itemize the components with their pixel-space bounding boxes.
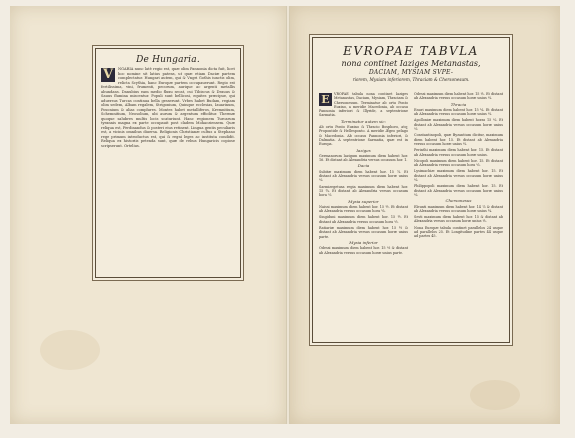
- section-entry: Sarmizegetusa regia maximum diem habent hor. 15 ¾. Et distant ab Alexandria versus occasum hora ⅙.: [319, 184, 408, 198]
- section-entry: Odessi maximum diem habent hor. 15 ⅛. Et distant ab Alexandria versus occasum horæ unius ⅛.: [414, 92, 503, 101]
- section-heading: Mysia superior: [348, 198, 379, 204]
- section-heading: Dacia: [357, 163, 370, 169]
- left-page-title: De Hungaria.: [136, 55, 200, 65]
- section-entry: Enuri maximum diem habent hor. 15 ¼. Et distant ab Alexandria versus occasum horæ unius ⅛.: [414, 107, 503, 117]
- center-fold: [286, 6, 290, 424]
- section-entry: Constantinopoli, quæ Byzantium dicitur, maximum diem habent hor. 15. Et distant ab Alexandria versus occasum horæ unius ⅛.: [414, 133, 503, 146]
- paper-stain: [470, 380, 520, 410]
- section-entry: Naissi maximum diem habent hor. 15 ½. Et distant ab Alexandria versus occasum hora ¼.: [319, 204, 408, 214]
- right-page-subtitle: nona continet Iaziges Metanastas,: [341, 59, 481, 68]
- column-2: [414, 92, 503, 336]
- column-1: [319, 92, 408, 336]
- section-entry: Eleunti maximum diem habent hor. 14 ⅞ & distant ab Alexandria versus occasum horæ unius ¼.: [414, 204, 503, 213]
- section-heading: Thracia: [450, 101, 467, 107]
- section-heading: Terminatur autem sic:: [341, 118, 386, 124]
- section-entry: Perinthi maximum diem habent hor. 15. Et distant ab Alexandria versus occasum horæ unius.: [414, 148, 503, 157]
- section-entry: Philippopoli maximum diem habent hor. 15. Et distant ab Alexandria versus occasum horæ unius ⅛.: [414, 184, 503, 197]
- right-page-title: EVROPAE TABVLA: [343, 44, 479, 58]
- section-heading: Iaziges: [356, 147, 371, 153]
- section-entry: Lysimachiæ maximum diem habent hor. 15. Et distant ab Alexandria versus occasum horæ unius ⅛.: [414, 169, 503, 183]
- right-page-subtitle-2: DACIAM, MYSIAM SVPE-: [368, 69, 454, 76]
- section-entry: Nicopoli maximum diem habent hor. 15. Et distant ab Alexandria versus occasum hora ⅛.: [414, 158, 503, 168]
- section-entry: Subitæ maximum diem habent hor. 15 ⅞. Et distant ab Alexandria versus occasum horæ unius ⅛.: [319, 169, 408, 183]
- right-page-subtitle-3: riorem, Mysiam inferiorem, Thraciam & Chersonesum.: [352, 77, 470, 82]
- right-text-panel: [312, 37, 510, 343]
- section-heading: Chersonesus: [445, 198, 472, 204]
- section-entry: Germanorum Iazigum maximum diem habent hor. 16. Et distant ab Alexandria versus occasum hor. 1.: [319, 153, 408, 163]
- section-heading: Mysia inferior: [349, 239, 378, 245]
- section-entry: Sesti maximum diem habent hor. 15 & distant ab Alexandria versus occasum horæ unius ⅛.: [414, 215, 503, 224]
- right-columns: [319, 92, 503, 336]
- section-entry: Ab ortu Ponto Euxino & Thracio Bosphoro, atq; Propontide & Hellesponto. A meridie Ægeo pelago & Macedonia. Ab occasu Pannonia inferiori, & Dalmatia. A septentrione Sarmatia, quæ est in Europa.: [319, 125, 408, 147]
- section-entry: Apolloniæ maximum diem habent horas 15 ⅛. Et distant ab Alexandria versus occasum horæ unius ⅙.: [414, 118, 503, 132]
- section-entry: Odessi maximum diem habent hor. 15 ⅓ & distant ab Alexandria versus occasum horæ unius parte.: [319, 246, 408, 255]
- left-page-body: [96, 67, 240, 148]
- decorated-initial: V: [102, 67, 114, 82]
- left-text-panel: [95, 48, 241, 278]
- decorated-initial: E: [319, 93, 332, 106]
- right-header: [313, 38, 509, 82]
- section-entry: Ratiariæ maximum diem habent hor. 15 ½ & distant ab Alexandria versus occasum horæ unius parte.: [319, 226, 408, 239]
- intro-text: VROPAE tabula nona continet Iaziges Metanastas, Daciam, Mysiam, Thraciam & Chersonesum. Terminatur ab ortu Ponto Euxino, a meridie Macedonia, ab occasu Pannonia inferiori & Illyride, a septentrione Sarmatia.: [319, 92, 408, 118]
- paper-stain: [40, 330, 100, 370]
- section-entry: Nona Europæ tabula continet parallelos 24 usque ad parallelos 25. Et Longitudine partes 44 usque ad partes 45.: [414, 225, 503, 239]
- section-entry: Singiduni maximum diem habent hor. 15 ½. Et distant ab Alexandria versus occasum hora ⅓.: [319, 215, 408, 224]
- left-body-text: NGARIA nunc latè regio est, quæ olim Pannonia dicta fuit, licet hoc nomine sit latius patens, ut quæ etiam Daciæ partem complectatur. Hungari autem, qui & Vngri Gothis iunctis olim, relicta Scythia, hanc Europæ partem occupauerunt. Regio est fertilissima, vini, frumenti, pecorum, aurique ac argenti metallis abundans. Danubius eam medio fluxu secat, cui Tibiscus & Drauus & Sauus flumina miscentur. Populi sunt bellicosi, equites præcipue, qui aduersus Turcas continua bella gesserunt. Vrbes habet Budam, regiam olim sedem, Albam regalem, Strigonium, Quinque ecclesias, Iauarinum, Posonium & alias complures. Montes habet metalliferos, Kremnitium, Schemnitium, Neosolium, ubi aurum & argentum effoditur. Thermæ quoque salubres multis locis scaturiunt. Hanc regionem Turcarum tyrannis magna ex parte occupauit post cladem Mohacziensem. Quæ reliqua est, Ferdinandus & posteri eius retinent. Lingua gentis peculiaris est, a vicinis omnibus diuersa. Religionis Christianæ cultus a Stephano rege primum introductus est, qui & regni leges ac instituta condidit. Reliqua ex historiis petenda sunt, quæ de rebus Hungaricis copiose scripserunt. Ortelius.: [101, 67, 235, 148]
- intro-paragraph: [319, 92, 408, 118]
